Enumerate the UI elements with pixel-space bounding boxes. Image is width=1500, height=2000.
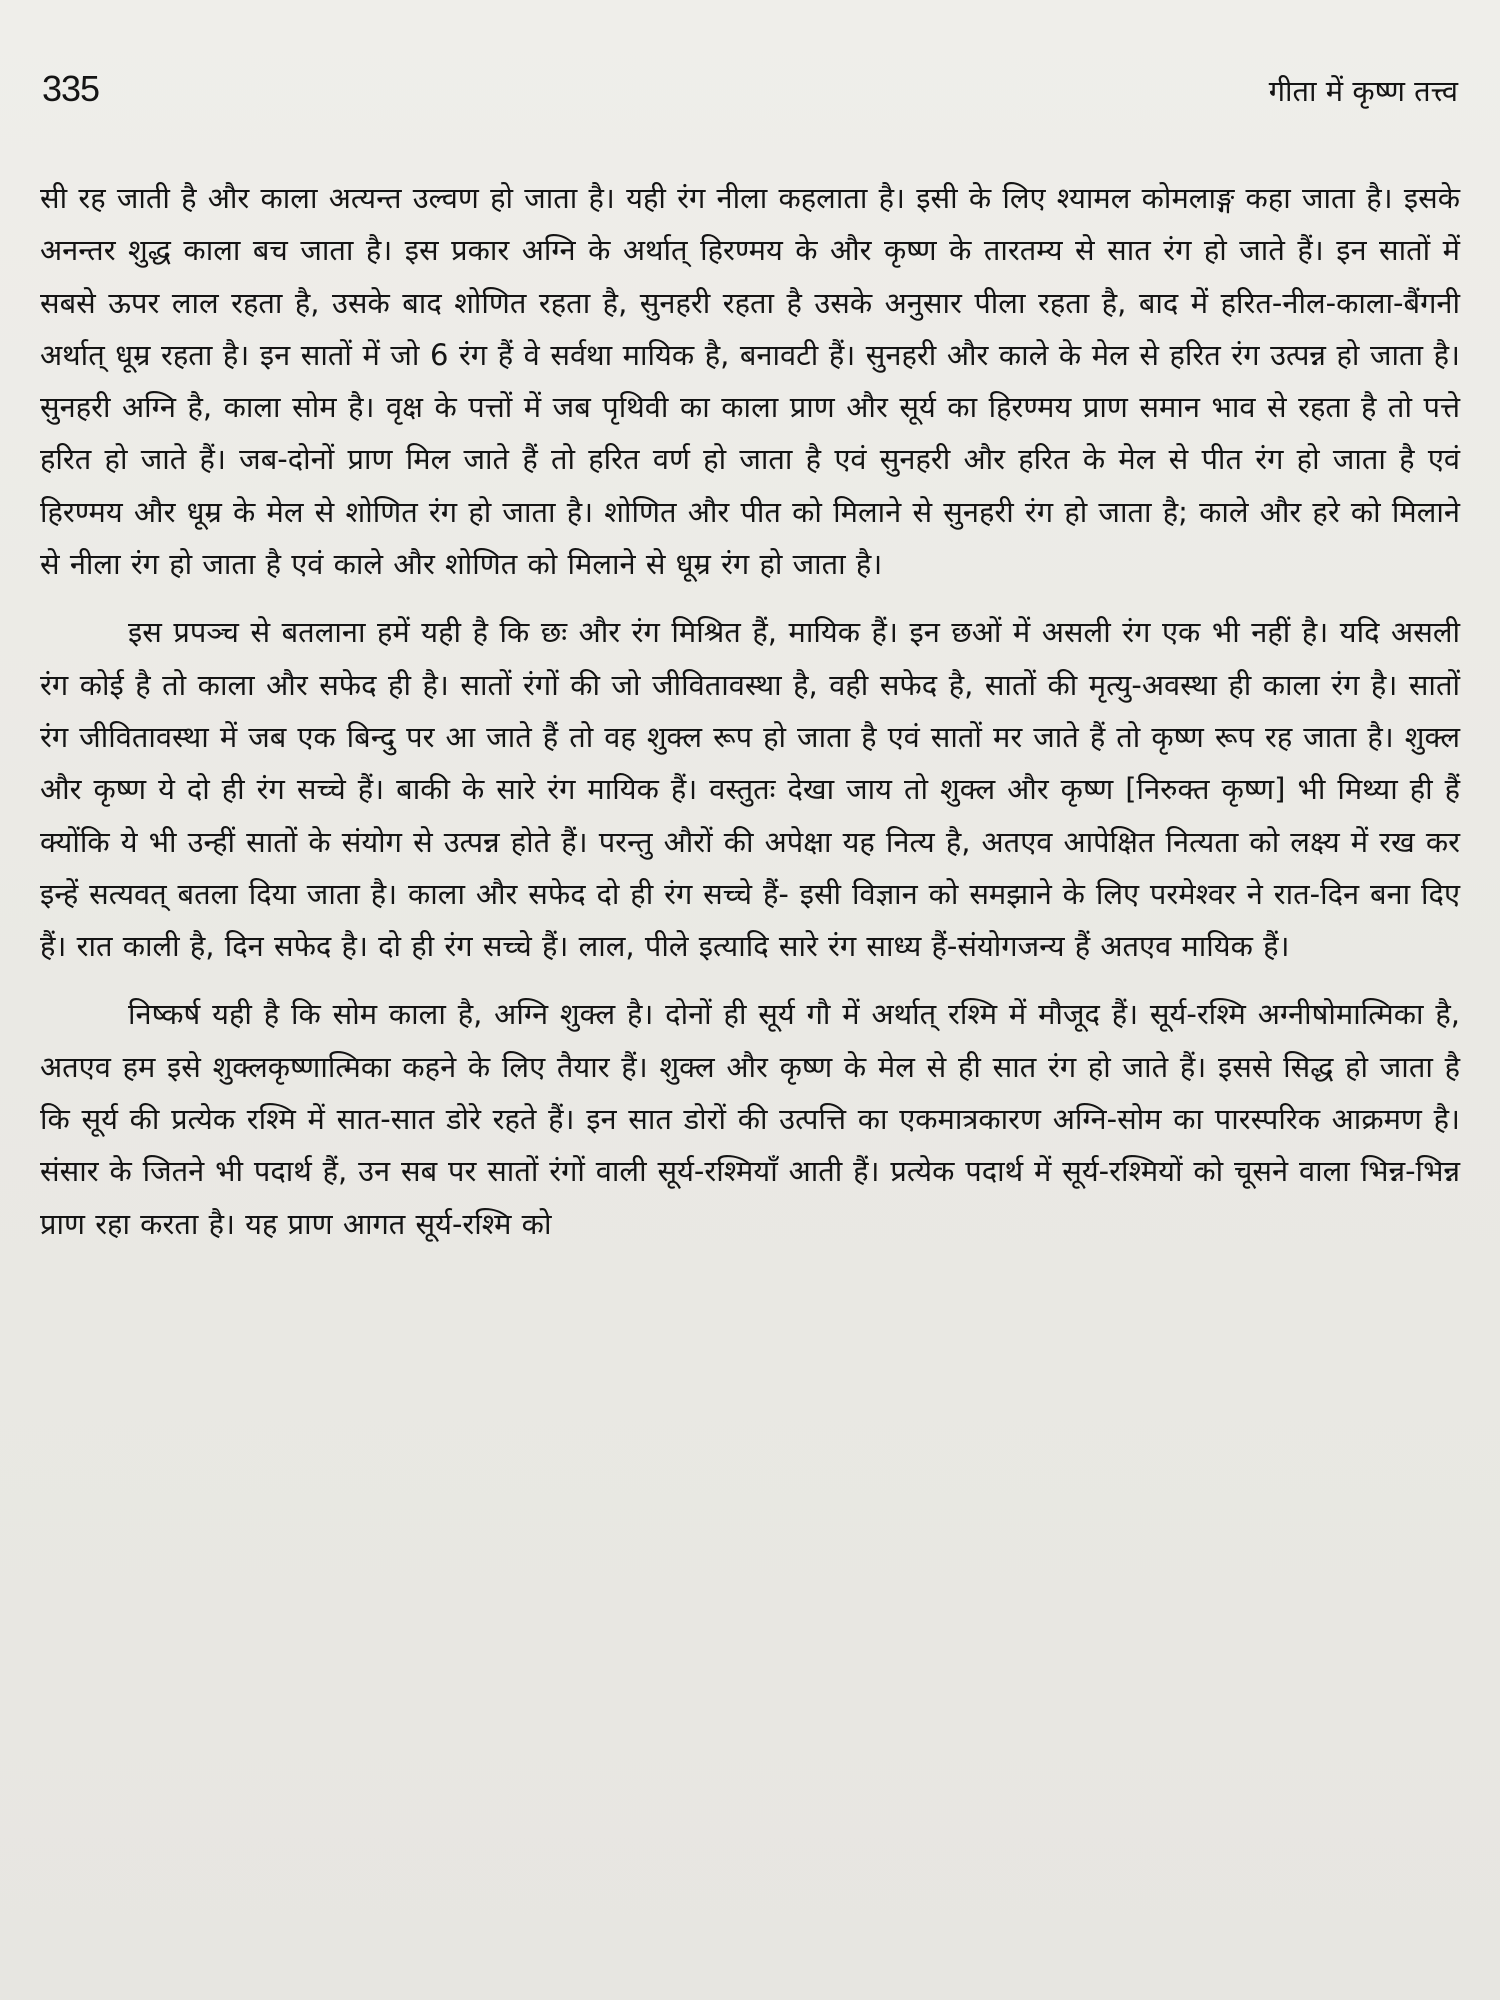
page-number: 335 (42, 68, 100, 109)
running-title: गीता में कृष्ण तत्त्व (1268, 74, 1458, 108)
paragraph-1: सी रह जाती है और काला अत्यन्त उल्वण हो जाता है। यही रंग नीला कहलाता है। इसी के लिए श्यामल कोमलाङ्ग कहा जाता है। इसके अनन्तर शुद्ध काला बच जाता है। इस प्रकार अग्नि के अर्थात् हिरण्मय के और कृष्ण के तारतम्य से सात रंग हो जाते हैं। इन सातों में सबसे ऊपर लाल रहता है, उसके बाद शोणित रहता है, सुनहरी रहता है उसके अनुसार पीला रहता है, बाद में हरित-नील-काला-बैंगनी अर्थात् धूम्र रहता है। इन सातों में जो 6 रंग हैं वे सर्वथा मायिक है, बनावटी हैं। सुनहरी और काले के मेल से हरित रंग उत्पन्न हो जाता है। सुनहरी अग्नि है, काला सोम है। वृक्ष के पत्तों में जब पृथिवी का काला प्राण और सूर्य का हिरण्मय प्राण समान भाव से रहता है तो पत्ते हरित हो जाते हैं। जब-दोनों प्राण मिल जाते हैं तो हरित वर्ण हो जाता है एवं सुनहरी और हरित के मेल से पीत रंग हो जाता है एवं हिरण्मय और धूम्र के मेल से शोणित रंग हो जाता है। शोणित और पीत को मिलाने से सुनहरी रंग हो जाता है; काले और हरे को मिलाने से नीला रंग हो जाता है एवं काले और शोणित को मिलाने से धूम्र रंग हो जाता है। (40, 181, 1460, 582)
paragraph-3: निष्कर्ष यही है कि सोम काला है, अग्नि शुक्ल है। दोनों ही सूर्य गौ में अर्थात् रश्मि में मौजूद हैं। सूर्य-रश्मि अग्नीषोमात्मिका है, अतएव हम इसे शुक्लकृष्णात्मिका कहने के लिए तैयार हैं। शुक्ल और कृष्ण के मेल से ही सात रंग हो जाते हैं। इससे सिद्ध हो जाता है कि सूर्य की प्रत्येक रश्मि में सात-सात डोरे रहते हैं। इन सात डोरों की उत्पत्ति का एकमात्रकारण अग्नि-सोम का पारस्परिक आक्रमण है। संसार के जितने भी पदार्थ हैं, उन सब पर सातों रंगों वाली सूर्य-रश्मियाँ आती हैं। प्रत्येक पदार्थ में सूर्य-रश्मियों को चूसने वाला भिन्न-भिन्न प्राण रहा करता है। यह प्राण आगत सूर्य-रश्मि को (40, 997, 1460, 1241)
body-text (40, 172, 1460, 1250)
page-header (40, 68, 1460, 128)
paragraph-2: इस प्रपञ्च से बतलाना हमें यही है कि छः और रंग मिश्रित हैं, मायिक हैं। इन छओं में असली रंग एक भी नहीं है। यदि असली रंग कोई है तो काला और सफेद ही है। सातों रंगों की जो जीवितावस्था है, वही सफेद है, सातों की मृत्यु-अवस्था ही काला रंग है। सातों रंग जीवितावस्था में जब एक बिन्दु पर आ जाते हैं तो वह शुक्ल रूप हो जाता है एवं सातों मर जाते हैं तो कृष्ण रूप रह जाता है। शुक्ल और कृष्ण ये दो ही रंग सच्चे हैं। बाकी के सारे रंग मायिक हैं। वस्तुतः देखा जाय तो शुक्ल और कृष्ण [निरुक्त कृष्ण] भी मिथ्या ही हैं क्योंकि ये भी उन्हीं सातों के संयोग से उत्पन्न होते हैं। परन्तु औरों की अपेक्षा यह नित्य है, अतएव आपेक्षित नित्यता को लक्ष्य में रख कर इन्हें सत्यवत् बतला दिया जाता है। काला और सफेद दो ही रंग सच्चे हैं- इसी विज्ञान को समझाने के लिए परमेश्वर ने रात-दिन बना दिए हैं। रात काली है, दिन सफेद है। दो ही रंग सच्चे हैं। लाल, पीले इत्यादि सारे रंग साध्य हैं-संयोगजन्य हैं अतएव मायिक हैं। (40, 615, 1460, 964)
